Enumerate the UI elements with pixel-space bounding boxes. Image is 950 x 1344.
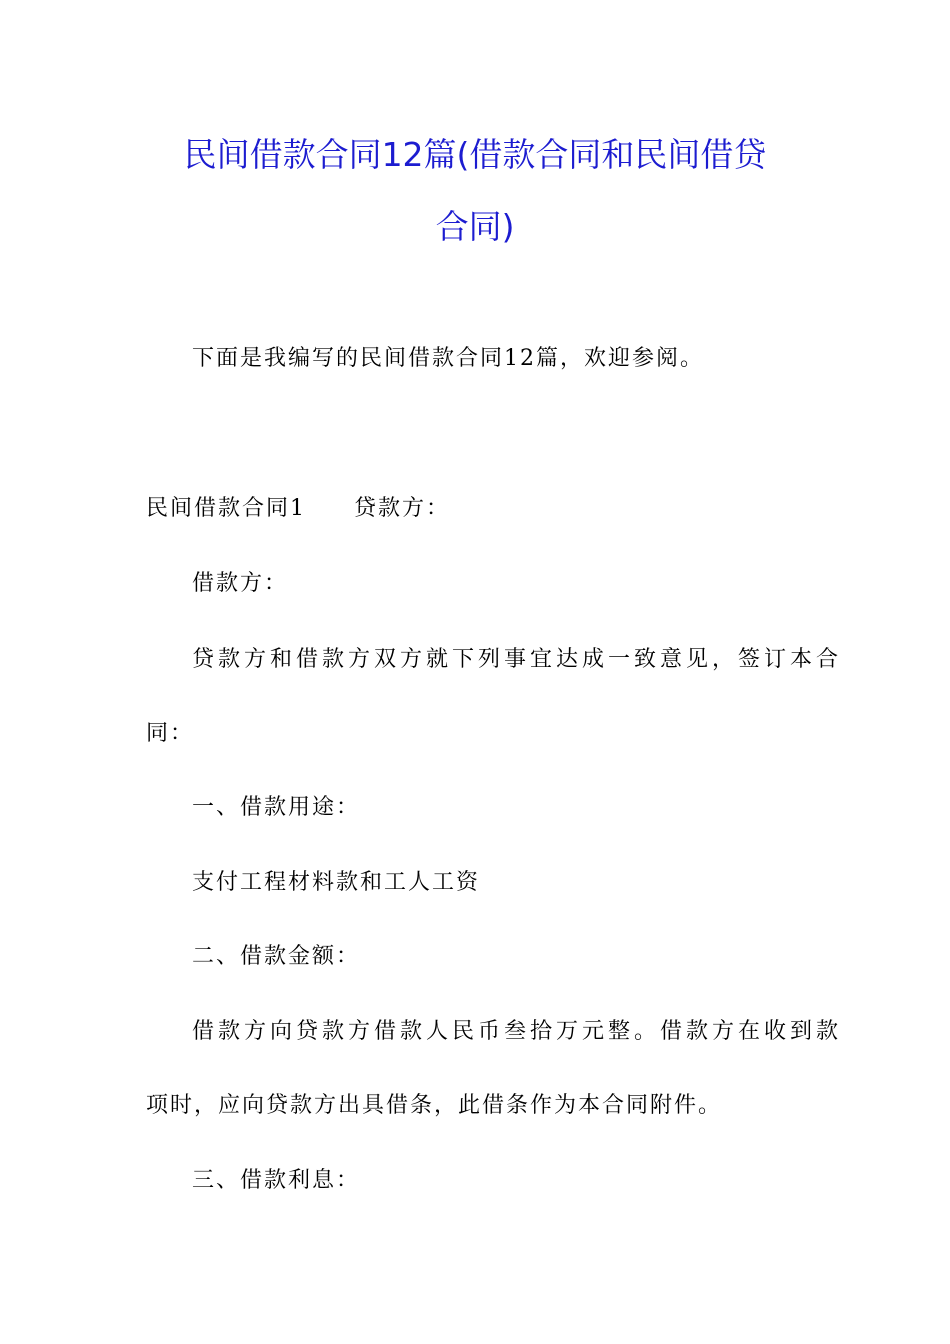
lender-label: 贷款方： (354, 496, 451, 521)
section-2-paragraph-line-1: 借款方向贷款方借款人民币叁拾万元整。借款方在收到款 (192, 1019, 843, 1044)
intro-paragraph: 下面是我编写的民间借款合同12篇，欢迎参阅。 (192, 346, 704, 371)
section-1-text: 支付工程材料款和工人工资 (192, 870, 481, 895)
contract-heading: 民间借款合同1 (146, 496, 306, 521)
document-title-line-1: 民间借款合同12篇(借款合同和民间借贷 (183, 135, 767, 174)
agreement-paragraph-line-1: 贷款方和借款方双方就下列事宜达成一致意见，签订本合 (192, 647, 843, 672)
borrower-label: 借款方： (192, 571, 289, 596)
section-2-paragraph-line-2: 项时，应向贷款方出具借条，此借条作为本合同附件。 (146, 1093, 723, 1118)
section-3-heading: 三、借款利息： (192, 1168, 361, 1193)
section-1-heading: 一、借款用途： (192, 795, 361, 820)
section-2-heading: 二、借款金额： (192, 944, 361, 969)
document-title-line-2: 合同) (435, 207, 515, 246)
agreement-paragraph-line-2: 同： (146, 721, 195, 746)
